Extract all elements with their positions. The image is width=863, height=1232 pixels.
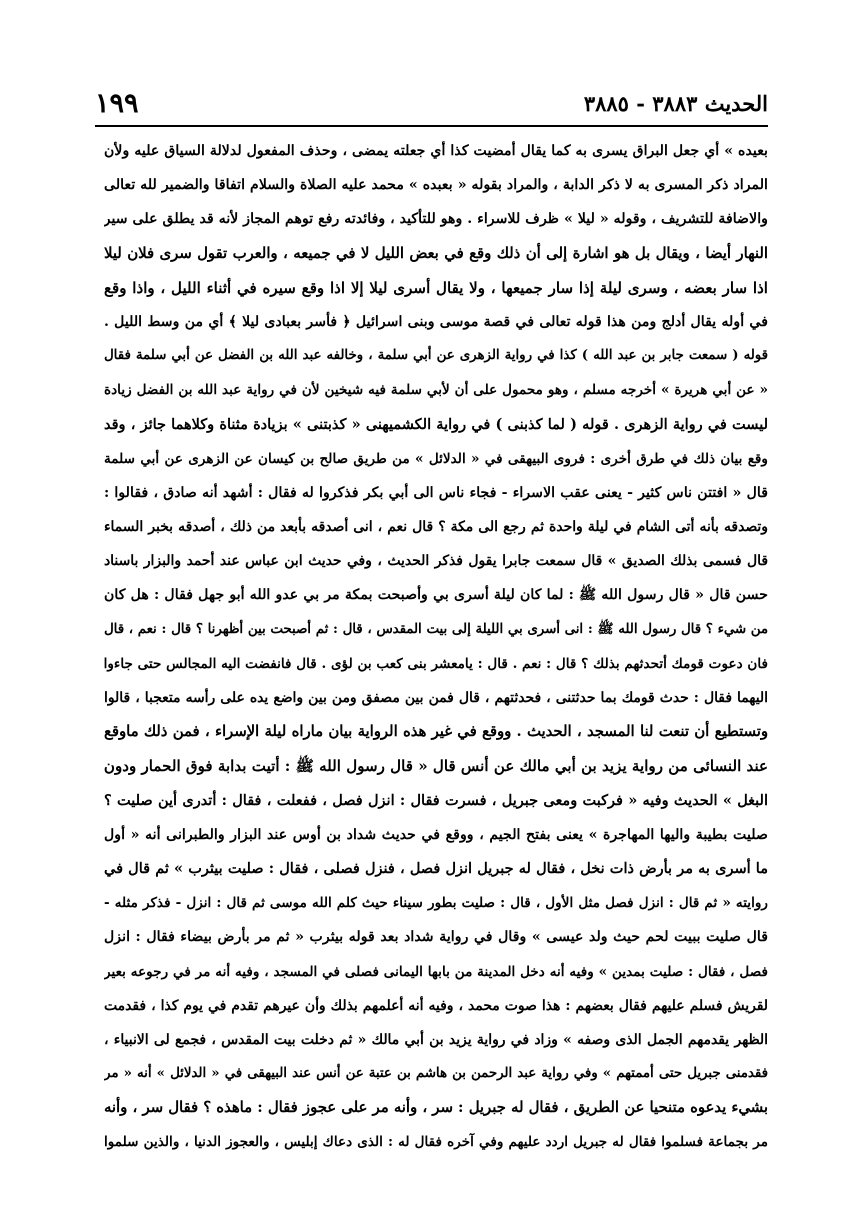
text-line: قوله ( سمعت جابر بن عبد الله ) كذا في رواية الزهرى عن أبي سلمة ، وخالفه عبد الله بن الفضل عن أبي سلمة فقال bbox=[104, 348, 768, 364]
page-number: ١٩٩ bbox=[95, 88, 139, 119]
text-line: « عن أبي هريرة » أخرجه مسلم ، وهو محمول على أن لأبي سلمة فيه شيخين لأن في رواية عبد الله بن الفضل زيادة bbox=[104, 382, 768, 399]
text-line: بعيده » أي جعل البراق يسرى به كما يقال أمضيت كذا أي جعلته يمضى ، وحذف المفعول لدلالة السياق عليه ولأن bbox=[104, 143, 768, 159]
page-header bbox=[95, 86, 768, 122]
text-line: اذا سار بعضه ، وسرى ليلة إذا سار جميعها ، ولا يقال أسرى ليلا إلا اذا وقع سيره في أثناء الليل ، واذا وقع bbox=[104, 278, 768, 297]
text-line: لقريش فسلم عليهم فقال بعضهم : هذا صوت محمد ، وفيه أنه أعلمهم بذلك وأن عيرهم تقدم في يوم كذا ، فقدمت bbox=[104, 997, 768, 1014]
text-line: وتصدقه بأنه أتى الشام في ليلة واحدة ثم رجع الى مكة ؟ قال نعم ، انى أصدقه بأبعد من ذلك ، أصدقه بخبر السماء bbox=[104, 519, 768, 536]
text-line: من شيء ؟ قال رسول الله ﷺ : انى أسرى بي الليلة إلى بيت المقدس ، قال : ثم أصبحت بين أظهرنا ؟ قال : نعم ، قال bbox=[104, 621, 768, 637]
text-line: المراد ذكر المسرى به لا ذكر الدابة ، والمراد بقوله « بعبده » محمد عليه الصلاة والسلام اتفاقا والضمير لله تعالى bbox=[104, 177, 768, 194]
text-line: اليهما فقال : حدث قومك بما حدثتنى ، فحدثتهم ، قال فمن بين مصفق ومن بين واضع يده على رأسه متعجبا ، قالوا bbox=[104, 690, 768, 706]
text-line: مر بجماعة فسلموا فقال له جبريل اردد عليهم وفي آخره فقال له : الذى دعاك إبليس ، والعجوز الدنيا ، والذين سلموا bbox=[104, 1134, 768, 1151]
text-line: فقدمنى جبريل حتى أممتهم » وفي رواية عبد الرحمن بن هاشم بن عتبة عن أنس عند البيهقى في « الدلائل » أنه « مر bbox=[104, 1066, 768, 1082]
text-line: قال فسمى بذلك الصديق » قال سمعت جابرا يقول فذكر الحديث ، وفي حديث ابن عباس عند أحمد والبزار باسناد bbox=[104, 553, 768, 570]
text-line: فان دعوت قومك أتحدثهم بذلك ؟ قال : نعم . قال : يامعشر بنى كعب بن لؤى . قال فانفضت اليه المجالس حتى جاءوا bbox=[104, 655, 768, 672]
text-line: قال صليت ببيت لحم حيث ولد عيسى » وقال في رواية شداد بعد قوله بيثرب « ثم مر بأرض بيضاء فقال : انزل bbox=[104, 929, 768, 946]
text-line: في أوله يقال أدلج ومن هذا قوله تعالى في قصة موسى وبنى اسرائيل ﴿ فأسر بعبادى ليلا ﴾ أي من وسط الليل . bbox=[104, 313, 768, 330]
text-line: والاضافة للتشريف ، وقوله « ليلا » ظرف للاسراء . وهو للتأكيد ، وفائدته رفع توهم المجاز لأنه قد يطلق على سير bbox=[104, 211, 768, 228]
text-line: صليت بطيبة واليها المهاجرة » يعنى بفتح الجيم ، ووقع في حديث شداد بن أوس عند البزار والطبرانى أنه « أول bbox=[104, 826, 768, 843]
text-line: ما أسرى به مر بأرض ذات نخل ، فقال له جبريل انزل فصل ، فنزل فصلى ، فقال : صليت بيثرب » ثم قال في bbox=[104, 859, 768, 877]
body-text bbox=[104, 134, 768, 1160]
text-line: حسن قال « قال رسول الله ﷺ : لما كان ليلة أسرى بي وأصبحت بمكة مر بي عدو الله أبو جهل فقال : هل كان bbox=[104, 587, 768, 604]
text-line: بشيء يدعوه متنحيا عن الطريق ، فقال له جبريل : سر ، وأنه مر على عجوز فقال : ماهذه ؟ فقال سر ، وأنه bbox=[104, 1099, 768, 1117]
text-line: ليست في رواية الزهرى . قوله ( لما كذبنى ) في رواية الكشميهنى « كذبتنى » بزيادة مثناة وكلاهما جائز ، وقد bbox=[104, 415, 768, 433]
text-line: وتستطيع أن تنعت لنا المسجد ، الحديث . ووقع في غير هذه الرواية بيان ماراه ليلة الإسراء ، فمن ذلك ماوقع bbox=[104, 723, 768, 741]
text-line: فصل ، فقال : صليت بمدين » وفيه أنه دخل المدينة من بابها اليمانى فصلى في المسجد ، وفيه أنه مر في رجوعه بعير bbox=[104, 963, 768, 980]
text-line: عند النسائى من رواية يزيد بن أبي مالك عن أنس قال « قال رسول الله ﷺ : أتيت بدابة فوق الحمار ودون bbox=[104, 757, 768, 776]
text-line: البغل » الحديث وفيه « فركبت ومعى جبريل ، فسرت فقال : انزل فصل ، ففعلت ، فقال : أتدرى أين صليت ؟ bbox=[104, 791, 768, 809]
running-head: الحديث ٣٨٨٣ - ٣٨٨٥ bbox=[583, 91, 768, 116]
text-line: وقع بيان ذلك في طرق أخرى : فروى البيهقى في « الدلائل » من طريق صالح بن كيسان عن الزهرى عن أبي سلمة bbox=[104, 450, 768, 467]
text-line: النهار أيضا ، ويقال بل هو اشارة إلى أن ذلك وقع في بعض الليل لا في جميعه ، والعرب تقول سرى فلان ليلا bbox=[104, 244, 768, 262]
text-line: الظهر يقدمهم الجمل الذى وصفه » وزاد في رواية يزيد بن أبي مالك « ثم دخلت بيت المقدس ، فجمع لى الانبياء ، bbox=[104, 1031, 768, 1048]
header-rule bbox=[95, 125, 768, 127]
text-line: قال « افتتن ناس كثير - يعنى عقب الاسراء - فجاء ناس الى أبي بكر فذكروا له فقال : أشهد أنه صادق ، فقالوا : bbox=[104, 484, 768, 501]
text-line: روايته « ثم قال : انزل فصل مثل الأول ، قال : صليت بطور سيناء حيث كلم الله موسى ثم قال : انزل - فذكر مثله - bbox=[104, 895, 768, 912]
